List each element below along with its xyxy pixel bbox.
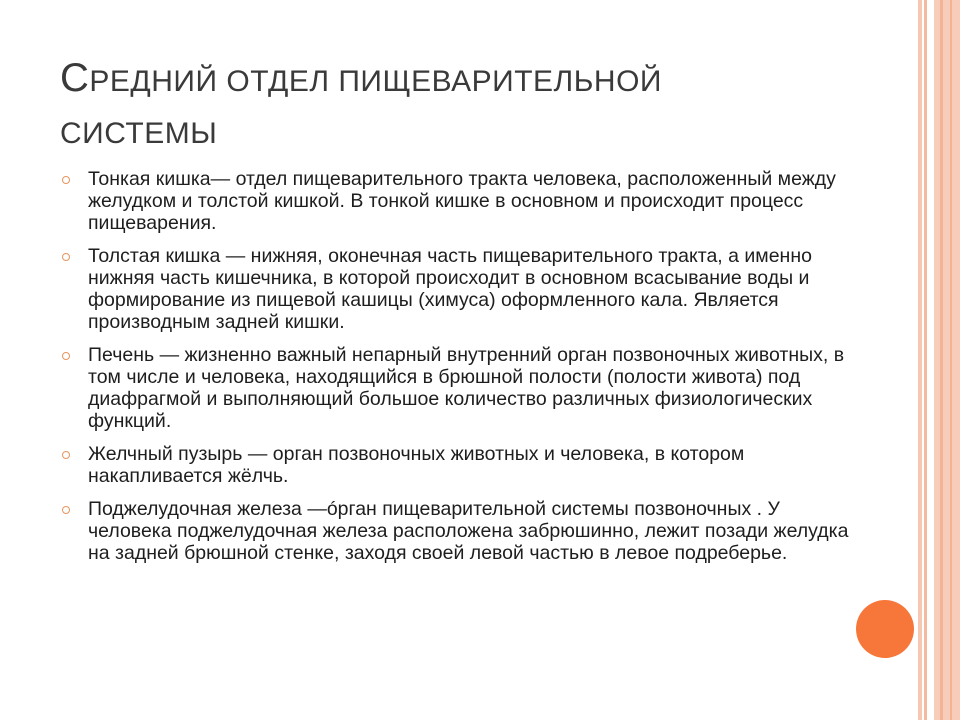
list-item bbox=[62, 168, 862, 234]
title-rest: РЕДНИЙ ОТДЕЛ ПИЩЕВАРИТЕЛЬНОЙ bbox=[89, 65, 662, 98]
bullet-list bbox=[62, 168, 862, 575]
list-item bbox=[62, 245, 862, 333]
list-item bbox=[62, 443, 862, 487]
decor-stripe bbox=[934, 0, 960, 720]
decor-stripe bbox=[950, 0, 952, 720]
decor-stripe bbox=[940, 0, 943, 720]
circle-bullet-icon bbox=[62, 352, 70, 360]
list-item bbox=[62, 344, 862, 432]
decor-stripe bbox=[927, 0, 934, 720]
list-item-text: Поджелудочная железа —óрган пищеварительной системы позвоночных . У человека поджелудочная железа расположена забрюшинно, лежит позади желудка на задней брюшной стенке, заходя своей левой частью в левое подреберье. bbox=[88, 498, 849, 564]
circle-bullet-icon bbox=[62, 451, 70, 459]
circle-bullet-icon bbox=[62, 253, 70, 261]
title-line2: СИСТЕМЫ bbox=[60, 117, 218, 150]
list-item bbox=[62, 498, 862, 564]
list-item-text: Толстая кишка — нижняя, оконечная часть пищеварительного тракта, а именно нижняя часть кишечника, в которой происходит в основном всасывание воды и формирование из пищевой кашицы (химуса) оформленного кала. Является производным задней кишки. bbox=[88, 245, 812, 333]
list-item-text: Желчный пузырь — орган позвоночных животных и человека, в котором накапливается жёлчь. bbox=[88, 443, 745, 487]
orange-circle-decoration bbox=[856, 600, 914, 658]
slide-title bbox=[60, 52, 880, 160]
circle-bullet-icon bbox=[62, 506, 70, 514]
list-item-text: Печень — жизненно важный непарный внутренний орган позвоночных животных, в том числе и человека, находящийся в брюшной полости (полости живота) под диафрагмой и выполняющий большое количество различных физиологических функций. bbox=[88, 344, 845, 432]
circle-bullet-icon bbox=[62, 176, 70, 184]
list-item-text: Тонкая кишка— отдел пищеварительного тракта человека, расположенный между желудком и толстой кишкой. В тонкой кишке в основном и происходит процесс пищеварения. bbox=[88, 168, 836, 234]
title-first-letter: С bbox=[60, 56, 90, 100]
